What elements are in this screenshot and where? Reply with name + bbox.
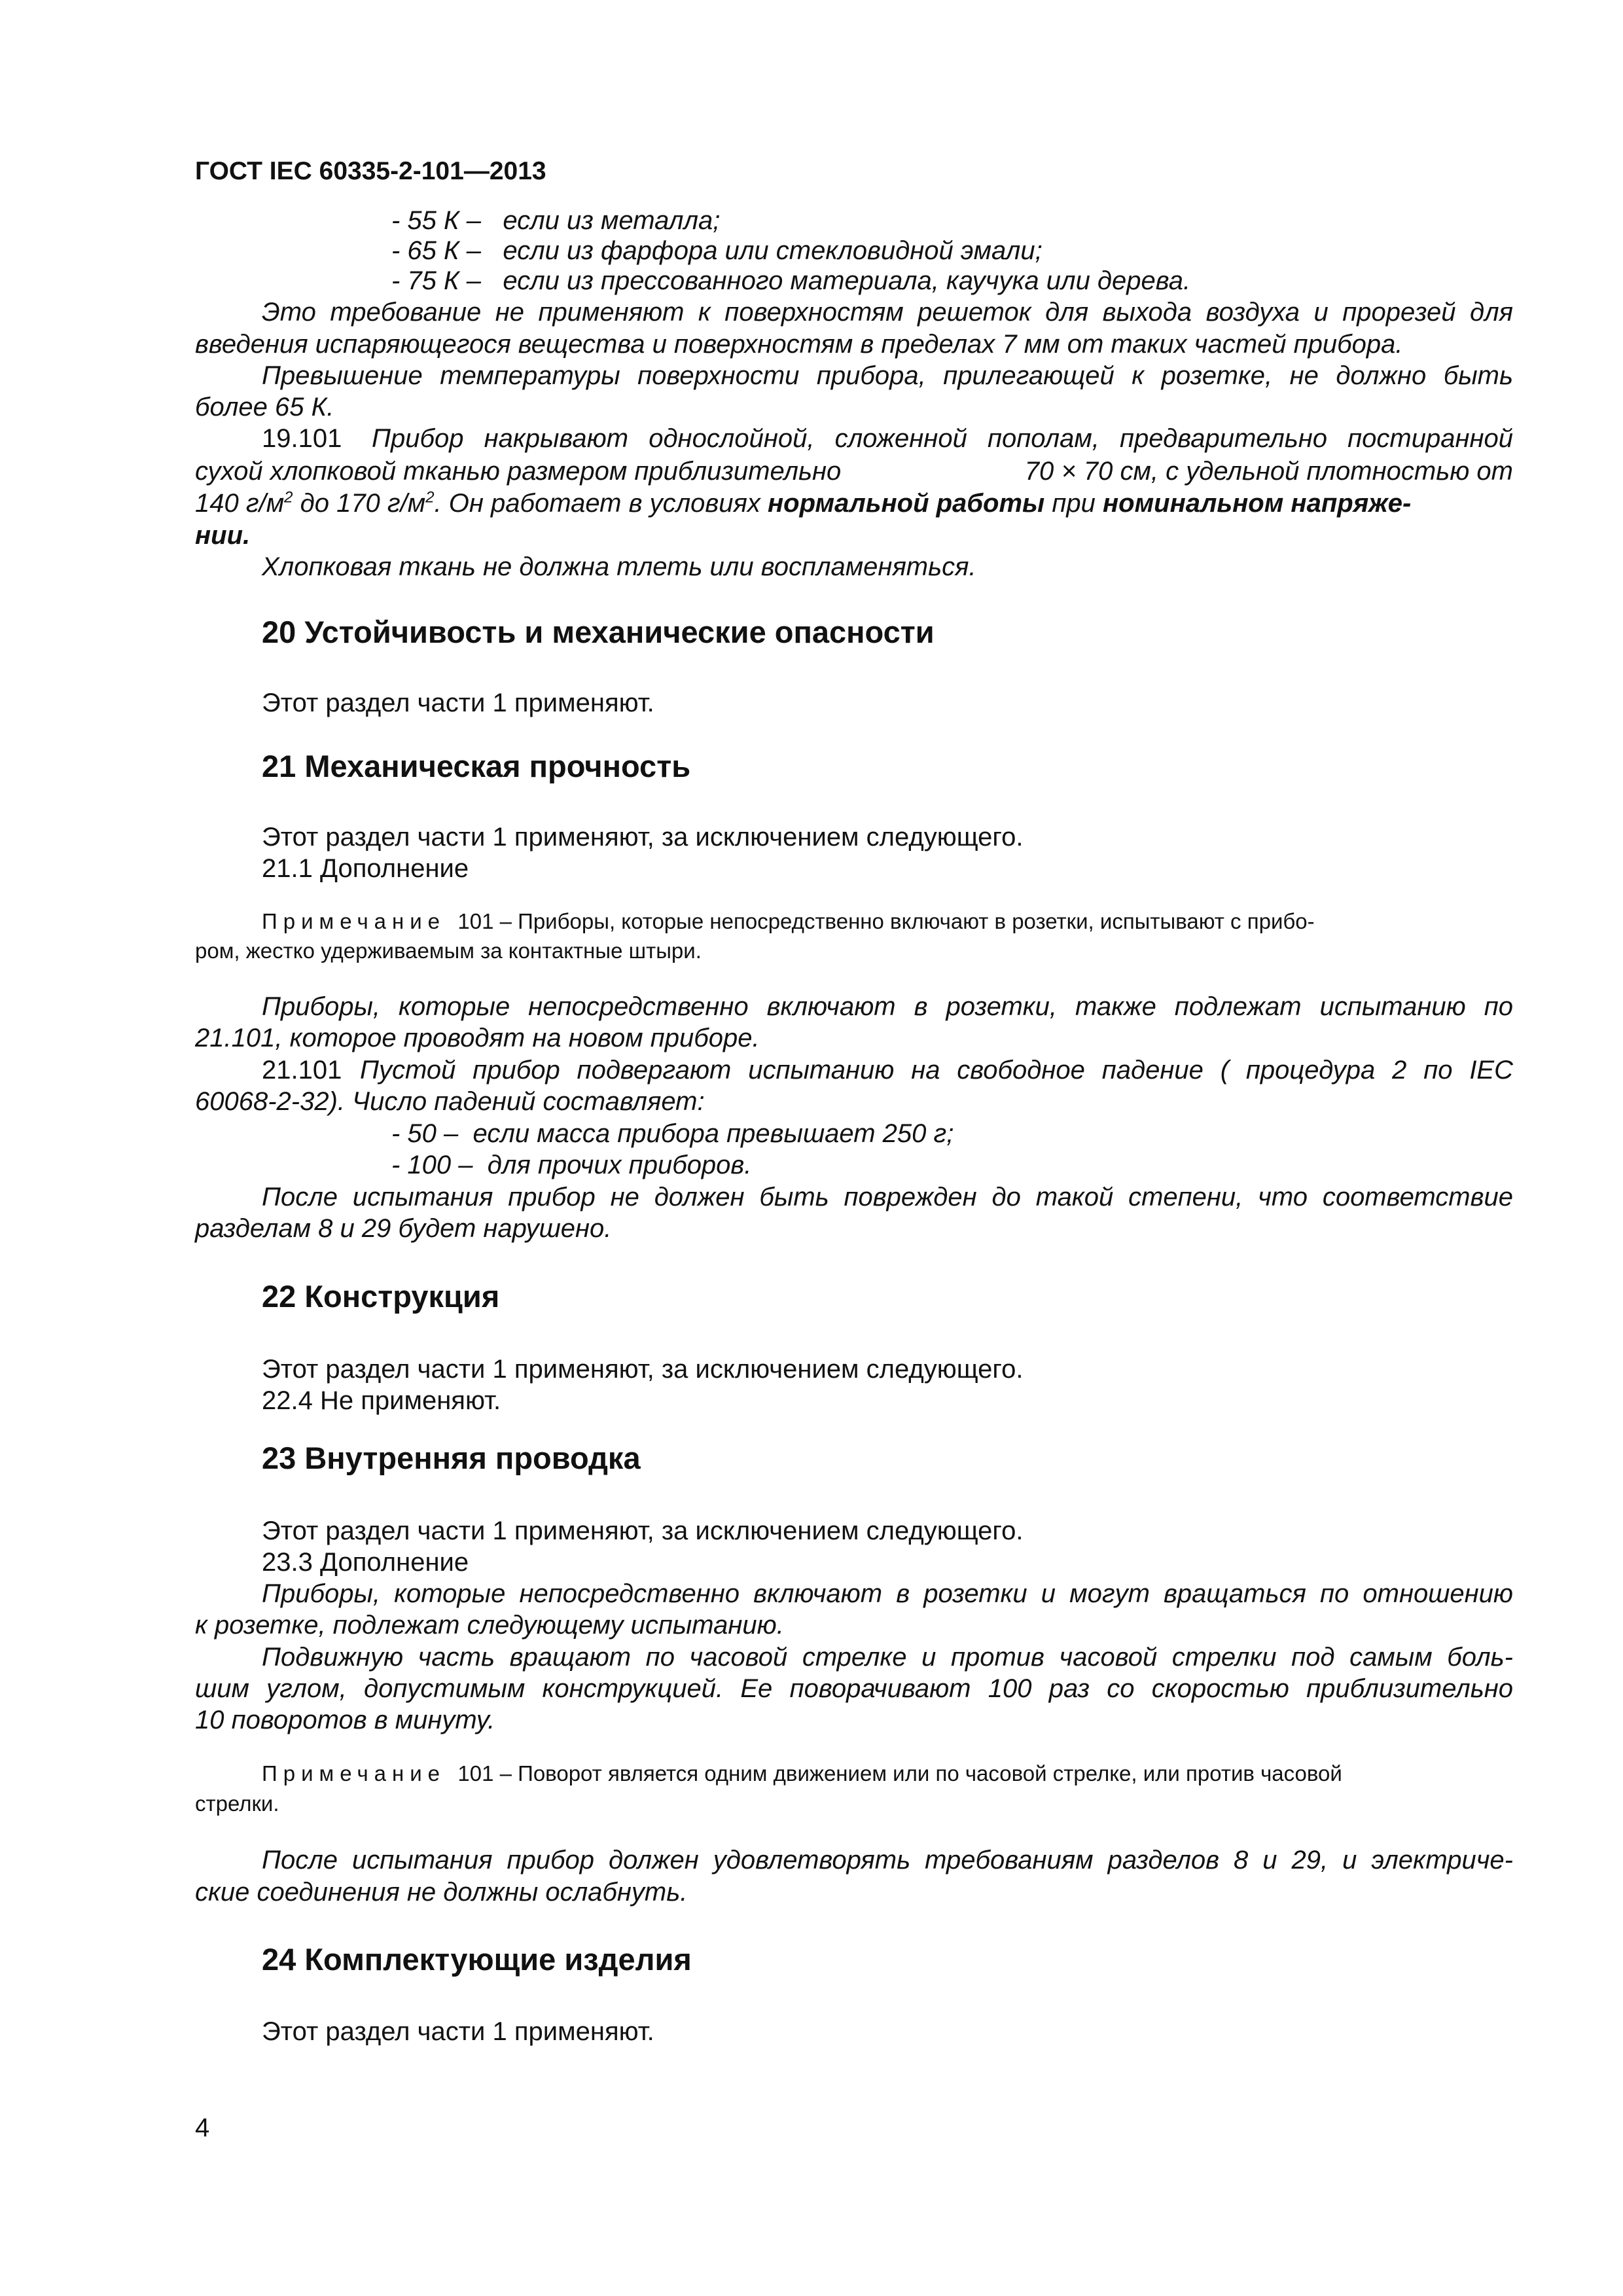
note-line [262,1759,1342,1788]
section-text: Этот раздел части 1 применяют. [262,689,654,717]
item-text: для прочих приборов. [487,1151,752,1179]
paragraph-line: к розетке, подлежат следующему испытанию. [195,1611,784,1640]
temperature-item-metal [391,205,720,236]
paragraph-line: разделам 8 и 29 будет нарушено. [195,1214,612,1243]
bold-term: номинальном напряже- [1102,489,1412,518]
section-text: Этот раздел части 1 применяют, за исключением следующего. [262,1516,1024,1545]
superscript: 2 [425,488,435,507]
section-heading-20: 20 Устойчивость и механические опасности [262,615,935,649]
superscript: 2 [284,488,293,507]
paragraph-line: нии. [195,521,251,550]
drop-count-item [391,1149,751,1181]
item-value: - 55 К – [391,206,481,235]
paragraph-line: введения испаряющегося вещества и поверхностям в пределах 7 мм от таких частей прибора. [195,330,1403,359]
section-heading-24: 24 Комплектующие изделия [262,1942,692,1977]
clause-number-21101: 21.101 [262,1056,342,1085]
item-text: если масса прибора превышает 250 г; [473,1119,954,1148]
paragraph-line: шим углом, допустимым конструкцией. Ее поворачивают 100 раз со скоростью приблизительно [195,1674,1513,1703]
section-text: Этот раздел части 1 применяют, за исключением следующего. [262,823,1024,852]
paragraph-line: сухой хлопковой тканью размером приблизительно [195,457,842,486]
paragraph-line: 70 × 70 см, с удельной плотностью от [1024,457,1513,486]
paragraph-line: 60068-2-32). Число падений составляет: [195,1087,705,1116]
temperature-item-porcelain [391,235,1043,266]
clause-number-19101: 19.101 [262,424,342,453]
drop-count-item [391,1118,954,1149]
paragraph-line: ские соединения не должны ослабнуть. [195,1878,688,1907]
paragraph-line: Приборы, которые непосредственно включают в розетки и могут вращаться по отношению [262,1579,1513,1608]
paragraph-line: Пустой прибор подвергают испытанию на свободное падение ( процедура 2 по IEC [360,1056,1513,1085]
paragraph-line: Хлопковая ткань не должна тлеть или воспламеняться. [262,552,976,581]
section-heading-23: 23 Внутренняя проводка [262,1441,641,1475]
text-run: до 170 г/м [293,489,426,518]
section-text: Этот раздел части 1 применяют. [262,2017,654,2046]
item-value: - 75 К – [391,266,481,295]
text-run: при [1052,489,1096,518]
note-text: 101 – Приборы, которые непосредственно включают в розетки, испытывают с прибо- [457,909,1315,933]
paragraph-line: Приборы, которые непосредственно включают в розетки, также подлежат испытанию по [262,992,1513,1021]
paragraph-line: Подвижную часть вращают по часовой стрелке и против часовой стрелки под самым боль- [262,1643,1513,1672]
temperature-item-plastic [391,265,1190,296]
note-label: Примечание [262,909,446,933]
note-line: ром, жестко удерживаемым за контактные штыри. [195,939,702,963]
subclause-label: 23.3 Дополнение [262,1548,469,1577]
page-number: 4 [195,2113,210,2142]
paragraph-line [195,488,1411,519]
section-heading-21: 21 Механическая прочность [262,749,691,783]
text-run: 140 г/м [195,489,285,518]
standard-code-header: ГОСТ IEC 60335-2-101—2013 [195,157,546,185]
note-line [262,907,1315,936]
paragraph-line: более 65 К. [195,393,334,422]
item-value: - 65 К – [391,236,481,265]
item-text: если из металла; [503,206,721,235]
section-heading-22: 22 Конструкция [262,1279,500,1314]
note-label: Примечание [262,1761,446,1785]
text-run: . Он работает в условиях [434,489,760,518]
paragraph-line: 10 поворотов в минуту. [195,1706,495,1734]
paragraph-line: Прибор накрывают однослойной, сложенной пополам, предварительно постиранной [372,424,1513,453]
subclause-label: 21.1 Дополнение [262,854,469,883]
item-value: - 50 – [391,1119,459,1148]
note-line: стрелки. [195,1791,279,1816]
paragraph-line: После испытания прибор должен удовлетворять требованиям разделов 8 и 29, и электриче- [262,1846,1513,1874]
bold-term: нормальной работы [768,489,1045,518]
paragraph-line: Превышение температуры поверхности прибора, прилегающей к розетке, не должно быть [262,361,1513,390]
paragraph-line: Это требование не применяют к поверхностям решеток для выхода воздуха и прорезей для [262,298,1513,327]
paragraph-line: 21.101, которое проводят на новом приборе. [195,1024,760,1052]
note-text: 101 – Поворот является одним движением или по часовой стрелке, или против часовой [457,1761,1342,1785]
item-text: если из фарфора или стекловидной эмали; [503,236,1043,265]
item-value: - 100 – [391,1151,473,1179]
section-text: Этот раздел части 1 применяют, за исключением следующего. [262,1355,1024,1384]
paragraph-line: После испытания прибор не должен быть поврежден до такой степени, что соответствие [262,1183,1513,1211]
item-text: если из прессованного материала, каучука или дерева. [503,266,1191,295]
subclause-label: 22.4 Не применяют. [262,1386,501,1415]
